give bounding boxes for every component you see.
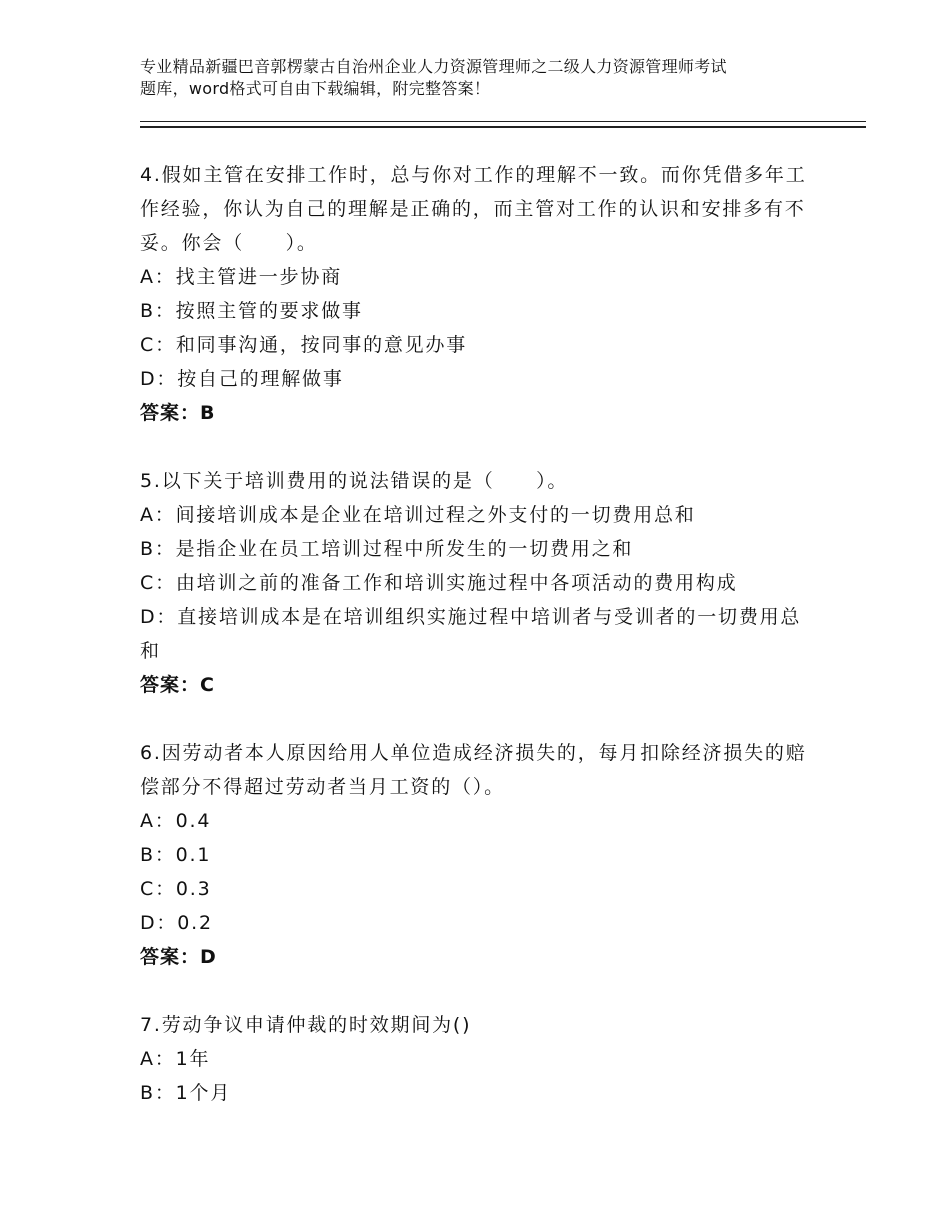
option-a: A：0.4 [140,810,212,832]
question-stem: 6.因劳动者本人原因给用人单位造成经济损失的，每月扣除经济损失的赔偿部分不得超过劳动者当月工资的（）。 [140,742,807,798]
option-a: A：间接培训成本是企业在培训过程之外支付的一切费用总和 [140,504,696,526]
option-b: B：0.1 [140,844,212,866]
question-stem: 4.假如主管在安排工作时，总与你对工作的理解不一致。而你凭借多年工作经验，你认为自己的理解是正确的，而主管对工作的认识和安排多有不妥。你会（ ）。 [140,164,807,254]
answer: 答案：C [140,674,215,696]
option-b: B：是指企业在员工培训过程中所发生的一切费用之和 [140,538,634,560]
question-list [140,158,820,1144]
option-c: C：由培训之前的准备工作和培训实施过程中各项活动的费用构成 [140,572,738,594]
option-d: D：0.2 [140,912,213,934]
header-line-1: 专业精品新疆巴音郭楞蒙古自治州企业人力资源管理师之二级人力资源管理师考试 [140,57,727,76]
option-d: D：按自己的理解做事 [140,368,344,390]
option-c: C：和同事沟通，按同事的意见办事 [140,334,468,356]
question-5 [140,464,820,702]
question-7 [140,1008,820,1110]
question-4 [140,158,820,430]
option-b: B：1个月 [140,1082,232,1104]
answer: 答案：B [140,402,216,424]
answer: 答案：D [140,946,217,968]
option-b: B：按照主管的要求做事 [140,300,363,322]
header-divider [140,121,866,128]
option-d: D：直接培训成本是在培训组织实施过程中培训者与受训者的一切费用总和 [140,606,802,662]
option-a: A：找主管进一步协商 [140,266,342,288]
document-header [140,56,830,100]
option-c: C：0.3 [140,878,212,900]
question-stem: 5.以下关于培训费用的说法错误的是（ ）。 [140,470,569,492]
question-6 [140,736,820,974]
question-stem: 7.劳动争议申请仲裁的时效期间为() [140,1014,472,1036]
option-a: A：1年 [140,1048,211,1070]
header-line-2: 题库，word格式可自由下载编辑，附完整答案！ [140,79,491,98]
